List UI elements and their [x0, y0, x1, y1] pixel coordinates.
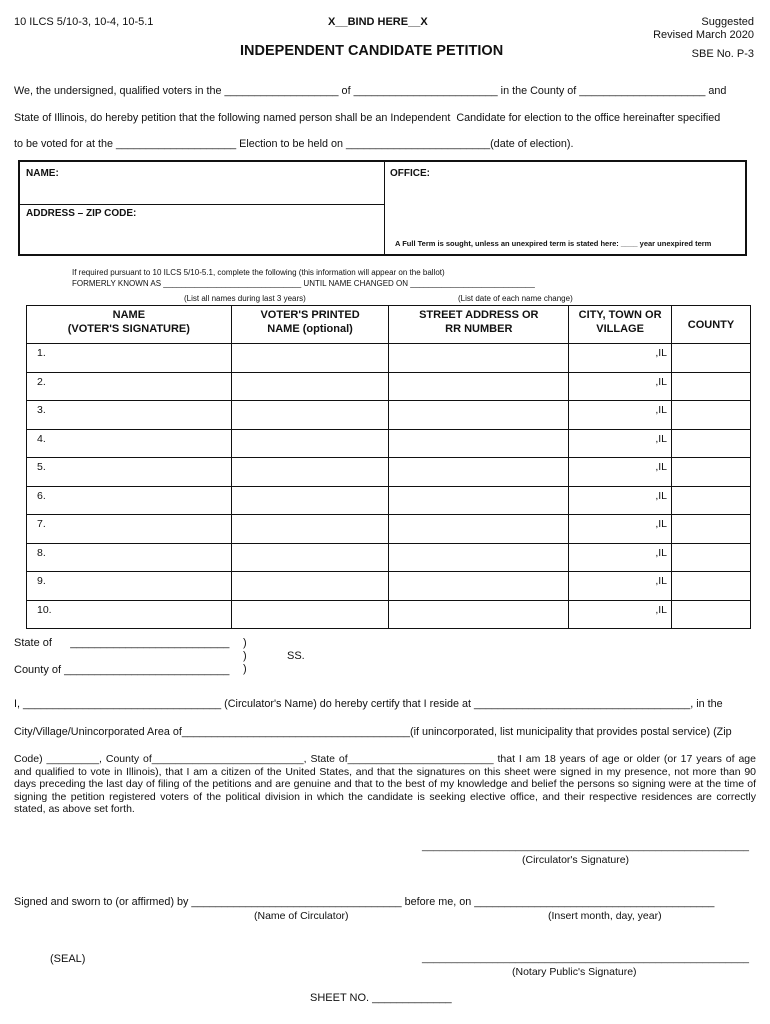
- table-row: [27, 401, 751, 430]
- office-label: OFFICE:: [390, 168, 430, 179]
- intro-line-3: to be voted for at the ____________________ Election to be held on ________________________(date of election).: [14, 138, 574, 150]
- candidate-name-field[interactable]: [80, 164, 380, 200]
- signature-cell[interactable]: 3.: [27, 401, 232, 430]
- statute-citation: 10 ILCS 5/10-3, 10-4, 10-5.1: [14, 16, 154, 28]
- date-label: (Insert month, day, year): [548, 910, 662, 922]
- notary-signature-label: (Notary Public's Signature): [512, 966, 637, 978]
- street-address-cell[interactable]: [389, 344, 569, 373]
- table-row: [27, 600, 751, 629]
- box-divider-horizontal: [20, 204, 384, 205]
- circulator-signature-label: (Circulator's Signature): [522, 854, 630, 866]
- venue-ss: SS.: [287, 650, 305, 662]
- names-hint: (List all names during last 3 years): [184, 294, 306, 303]
- county-cell[interactable]: [672, 600, 751, 629]
- col-header-city: CITY, TOWN OR VILLAGE: [569, 306, 672, 344]
- printed-name-cell[interactable]: [231, 543, 389, 572]
- county-cell[interactable]: [672, 572, 751, 601]
- city-cell[interactable]: ,IL: [569, 515, 672, 544]
- col-header-name: NAME (VOTER'S SIGNATURE): [27, 306, 232, 344]
- printed-name-cell[interactable]: [231, 600, 389, 629]
- circulator-signature-line[interactable]: ________________________________________________________: [422, 840, 750, 852]
- city-cell[interactable]: ,IL: [569, 344, 672, 373]
- county-cell[interactable]: [672, 486, 751, 515]
- signature-cell[interactable]: 10.: [27, 600, 232, 629]
- signature-cell[interactable]: 9.: [27, 572, 232, 601]
- document-title: INDEPENDENT CANDIDATE PETITION: [240, 43, 504, 59]
- county-cell[interactable]: [672, 344, 751, 373]
- formerly-known-note: If required pursuant to 10 ILCS 5/10-5.1, complete the following (this information will appear on the ballot): [72, 268, 445, 277]
- street-address-cell[interactable]: [389, 486, 569, 515]
- city-cell[interactable]: ,IL: [569, 543, 672, 572]
- city-cell[interactable]: ,IL: [569, 401, 672, 430]
- city-cell[interactable]: ,IL: [569, 429, 672, 458]
- county-cell[interactable]: [672, 543, 751, 572]
- county-cell[interactable]: [672, 458, 751, 487]
- printed-name-cell[interactable]: [231, 572, 389, 601]
- full-term-note: A Full Term is sought, unless an unexpired term is stated here: ____ year unexpired term: [395, 239, 712, 248]
- street-address-cell[interactable]: [389, 543, 569, 572]
- table-row: [27, 429, 751, 458]
- county-cell[interactable]: [672, 429, 751, 458]
- sworn-line: Signed and sworn to (or affirmed) by ___________________________________ before me, on ________________________________________: [14, 896, 715, 908]
- venue-paren-1: ): [243, 637, 247, 649]
- county-cell[interactable]: [672, 515, 751, 544]
- form-number: SBE No. P-3: [691, 48, 754, 60]
- table-row: [27, 486, 751, 515]
- street-address-cell[interactable]: [389, 372, 569, 401]
- street-address-cell[interactable]: [389, 429, 569, 458]
- street-address-cell[interactable]: [389, 600, 569, 629]
- county-cell[interactable]: [672, 372, 751, 401]
- venue-paren-2: ): [243, 650, 247, 662]
- printed-name-cell[interactable]: [231, 429, 389, 458]
- county-cell[interactable]: [672, 401, 751, 430]
- printed-name-cell[interactable]: [231, 486, 389, 515]
- address-zip-label: ADDRESS – ZIP CODE:: [26, 208, 137, 219]
- table-header-row: [27, 306, 751, 344]
- venue-county: County of ___________________________: [14, 664, 230, 676]
- city-cell[interactable]: ,IL: [569, 458, 672, 487]
- city-cell[interactable]: ,IL: [569, 600, 672, 629]
- bind-here-mark: X__BIND HERE__X: [328, 16, 428, 28]
- circulator-line-1: I, _________________________________ (Circulator's Name) do hereby certify that I reside at ____________________________________, in the: [14, 698, 723, 710]
- street-address-cell[interactable]: [389, 572, 569, 601]
- office-field[interactable]: [440, 164, 740, 230]
- printed-name-cell[interactable]: [231, 458, 389, 487]
- signature-cell[interactable]: 1.: [27, 344, 232, 373]
- candidate-info-box: [18, 160, 747, 256]
- table-row: [27, 515, 751, 544]
- col-header-county: COUNTY: [672, 306, 751, 344]
- intro-line-1: We, the undersigned, qualified voters in the ___________________ of ________________________ in the County of _____________________ and: [14, 85, 727, 97]
- revision-date: Revised March 2020: [653, 29, 754, 41]
- suggested-label: Suggested: [701, 16, 754, 28]
- street-address-cell[interactable]: [389, 458, 569, 487]
- city-cell[interactable]: ,IL: [569, 486, 672, 515]
- col-header-printed-name: VOTER'S PRINTED NAME (optional): [231, 306, 389, 344]
- table-row: [27, 458, 751, 487]
- intro-line-2: State of Illinois, do hereby petition that the following named person shall be an Independent Candidate for election to the office hereinafter specified: [14, 112, 721, 124]
- address-zip-field[interactable]: [150, 206, 380, 252]
- notary-signature-line[interactable]: ________________________________________________________: [422, 952, 750, 964]
- box-divider-vertical: [384, 162, 385, 254]
- table-row: [27, 572, 751, 601]
- circulator-name-label: (Name of Circulator): [254, 910, 349, 922]
- table-row: [27, 543, 751, 572]
- formerly-known-line: FORMERLY KNOWN AS _______________________________ UNTIL NAME CHANGED ON ____________________________: [72, 279, 535, 288]
- dates-hint: (List date of each name change): [458, 294, 573, 303]
- circulator-line-2: City/Village/Unincorporated Area of______________________________________(if unincorporated, list municipality that provides postal service) (Zip: [14, 726, 732, 738]
- seal-label: (SEAL): [50, 953, 86, 965]
- table-row: [27, 372, 751, 401]
- venue-state: State of __________________________: [14, 637, 230, 649]
- venue-paren-3: ): [243, 663, 247, 675]
- printed-name-cell[interactable]: [231, 344, 389, 373]
- street-address-cell[interactable]: [389, 401, 569, 430]
- signature-cell[interactable]: 4.: [27, 429, 232, 458]
- printed-name-cell[interactable]: [231, 372, 389, 401]
- printed-name-cell[interactable]: [231, 515, 389, 544]
- sheet-number: SHEET NO. _____________: [310, 992, 452, 1004]
- signature-cell[interactable]: 5.: [27, 458, 232, 487]
- signature-cell[interactable]: 6.: [27, 486, 232, 515]
- printed-name-cell[interactable]: [231, 401, 389, 430]
- candidate-name-label: NAME:: [26, 168, 59, 179]
- street-address-cell[interactable]: [389, 515, 569, 544]
- city-cell[interactable]: ,IL: [569, 372, 672, 401]
- circulator-statement: Code) _________, County of__________________________, State of_________________________ that I am 18 years of age or older (or 17 years of age and qualified to vote in Illinois), that I am a citizen of the United States, and that the signatures on this sheet were signed in my presence, not more than 90 days preceding the last day of filing of the petitions and are genuine and that to the best of my knowledge and belief the persons so signing were at the time of signing the petition registered voters of the political division in which the candidate is seeking elective office, and their respective residences are correctly stated, as above set forth.: [14, 753, 756, 815]
- signature-table: [26, 305, 751, 629]
- col-header-street-address: STREET ADDRESS OR RR NUMBER: [389, 306, 569, 344]
- table-row: [27, 344, 751, 373]
- signature-cell[interactable]: 7.: [27, 515, 232, 544]
- city-cell[interactable]: ,IL: [569, 572, 672, 601]
- signature-cell[interactable]: 2.: [27, 372, 232, 401]
- signature-cell[interactable]: 8.: [27, 543, 232, 572]
